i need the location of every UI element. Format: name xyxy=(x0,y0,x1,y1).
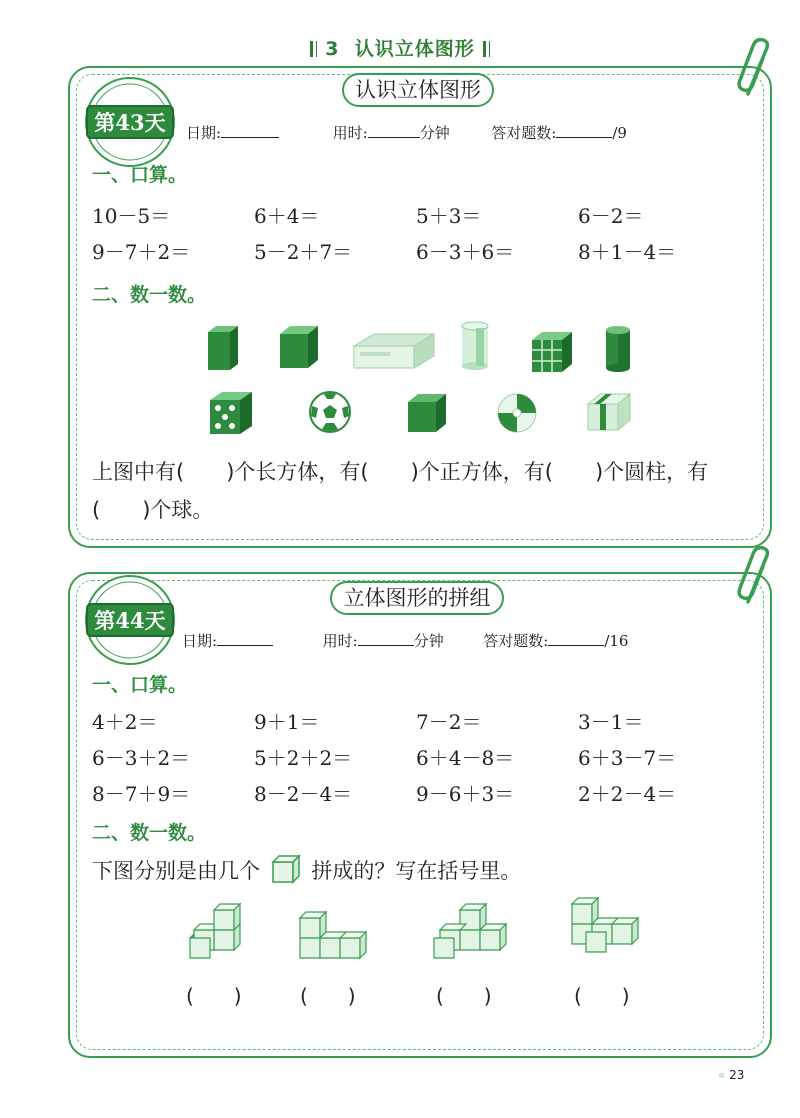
date-field[interactable] xyxy=(217,645,273,646)
equation: 5＋2＋2＝ xyxy=(254,746,353,770)
equation: 4＋2＝ xyxy=(92,710,158,734)
instruction-after: 拼成的？写在括号里。 xyxy=(311,859,522,883)
equation: 6＋4＝ xyxy=(254,204,320,228)
day43-question-line2: ( )个球。 xyxy=(92,498,214,522)
time-label: 用时: xyxy=(332,124,368,142)
equation: 6－2＝ xyxy=(578,204,644,228)
answer-slot[interactable]: ( ) xyxy=(574,984,630,1008)
score-total: /16 xyxy=(604,632,629,650)
time-field[interactable] xyxy=(358,645,414,646)
paperclip-icon xyxy=(736,546,776,610)
tall-cuboid-icon xyxy=(206,324,242,372)
day44-section-count: 二、数一数。 xyxy=(92,822,207,844)
score-total: /9 xyxy=(612,124,627,142)
day43-section-oral: 一、口算。 xyxy=(92,164,188,186)
score-label: 答对题数: xyxy=(483,632,549,650)
beach-ball-icon xyxy=(496,392,538,434)
equation: 6＋4－8＝ xyxy=(416,746,515,770)
equation: 9－7＋2＝ xyxy=(92,240,191,264)
equation: 6－3＋2＝ xyxy=(92,746,191,770)
cube-stack-figure-4 xyxy=(568,896,644,954)
page-number: 23 xyxy=(729,1068,745,1082)
score-field[interactable] xyxy=(556,137,612,138)
time-field[interactable] xyxy=(368,137,420,138)
chapter-header xyxy=(0,34,800,61)
equation: 9＋1＝ xyxy=(254,710,320,734)
time-unit: 分钟 xyxy=(419,124,450,142)
day44-section-oral: 一、口算。 xyxy=(92,674,188,696)
answer-slot[interactable]: ( ) xyxy=(300,984,356,1008)
cylinder-icon xyxy=(604,324,632,374)
equation: 9－6＋3＝ xyxy=(416,782,515,806)
solid-cube-icon xyxy=(406,392,448,434)
day43-meta xyxy=(186,122,627,143)
cube-stack-figure-3 xyxy=(430,902,516,964)
unit-cube-icon xyxy=(271,854,301,884)
day44-badge-text: 第44天 xyxy=(94,608,166,633)
flat-box-icon xyxy=(352,332,436,370)
cube-icon xyxy=(278,324,320,370)
gift-box-icon xyxy=(586,392,632,432)
soccer-ball-icon xyxy=(308,390,352,434)
equation: 8－7＋9＝ xyxy=(92,782,191,806)
equation: 6－3＋6＝ xyxy=(416,240,515,264)
equation: 6＋3－7＝ xyxy=(578,746,677,770)
score-label: 答对题数: xyxy=(491,124,557,142)
page-number-area xyxy=(718,1068,744,1082)
equation: 7－2＝ xyxy=(416,710,482,734)
answer-slot[interactable]: ( ) xyxy=(436,984,492,1008)
rubik-cube-icon xyxy=(530,330,574,374)
equation: 8－2－4＝ xyxy=(254,782,353,806)
equation: 2＋2－4＝ xyxy=(578,782,677,806)
day43-question-line1: 上图中有( )个长方体，有( )个正方体，有( )个圆柱，有 xyxy=(92,460,709,484)
glass-cylinder-icon xyxy=(458,320,492,372)
date-field[interactable] xyxy=(221,137,279,138)
equation: 5－2＋7＝ xyxy=(254,240,353,264)
equation: 3－1＝ xyxy=(578,710,644,734)
dice-icon xyxy=(208,390,254,436)
day43-badge-text: 第43天 xyxy=(94,110,166,135)
page-arrows: « xyxy=(718,1068,726,1082)
day43-badge xyxy=(84,76,176,168)
time-unit: 分钟 xyxy=(413,632,444,650)
paperclip-icon xyxy=(736,38,776,102)
day44-badge xyxy=(84,574,176,666)
date-label: 日期: xyxy=(186,124,222,142)
day44-meta xyxy=(182,630,628,651)
date-label: 日期: xyxy=(182,632,218,650)
chapter-title: 认识立体图形 xyxy=(354,38,475,60)
day44-title: 立体图形的拼组 xyxy=(330,581,504,615)
day44-instruction xyxy=(92,854,521,885)
equation: 5＋3＝ xyxy=(416,204,482,228)
equation: 10－5＝ xyxy=(92,204,171,228)
answer-slot[interactable]: ( ) xyxy=(186,984,242,1008)
cube-stack-figure-1 xyxy=(186,900,252,962)
time-label: 用时: xyxy=(322,632,358,650)
day43-section-count: 二、数一数。 xyxy=(92,284,207,306)
equation: 8＋1－4＝ xyxy=(578,240,677,264)
chapter-number: 3 xyxy=(325,38,340,60)
instruction-before: 下图分别是由几个 xyxy=(92,859,260,883)
day43-title: 认识立体图形 xyxy=(342,73,494,107)
cube-stack-figure-2 xyxy=(296,908,380,966)
score-field[interactable] xyxy=(548,645,604,646)
